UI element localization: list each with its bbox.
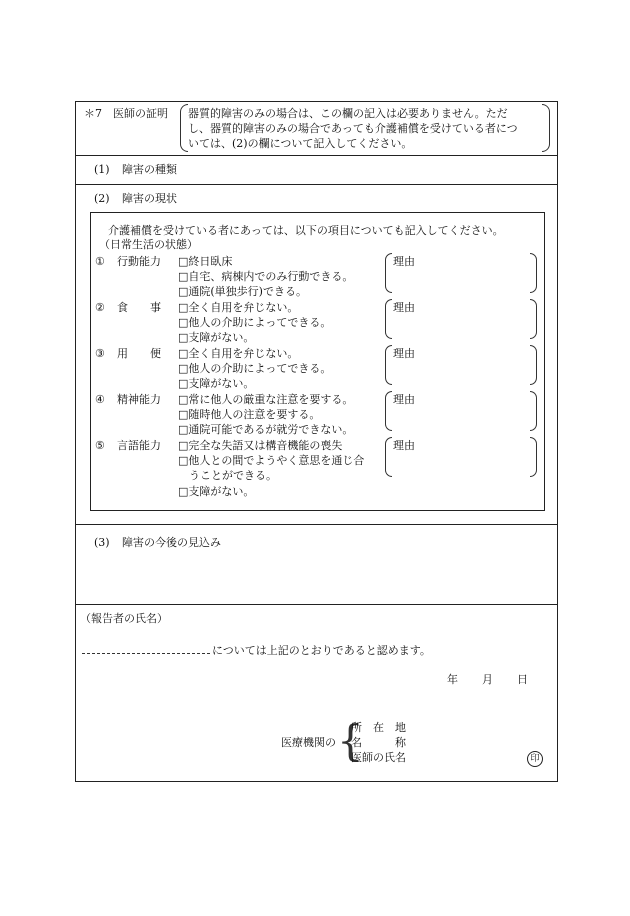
disability-status-number: (2) bbox=[94, 192, 110, 205]
item-number-2: ② bbox=[95, 301, 105, 314]
disability-type-number: (1) bbox=[94, 163, 110, 176]
reason-label-5: 理由 bbox=[393, 439, 415, 452]
checkbox-option[interactable]: □他人との間でようやく意思を通じ合 bbox=[178, 454, 365, 467]
disability-status-label: 障害の現状 bbox=[122, 192, 177, 205]
address-label: 所 在 地 bbox=[351, 721, 406, 734]
item-number-4: ④ bbox=[95, 393, 105, 406]
reason-label-1: 理由 bbox=[393, 255, 415, 268]
option-continuation: うことができる。 bbox=[189, 469, 277, 482]
checkbox-option[interactable]: □自宅、病棟内でのみ行動できる。 bbox=[178, 270, 354, 283]
divider-3 bbox=[75, 524, 558, 525]
checkbox-option[interactable]: □通院(単独歩行)できる。 bbox=[178, 285, 307, 298]
checkbox-option[interactable]: □全く自用を弁じない。 bbox=[178, 347, 299, 360]
reason-left-bracket bbox=[385, 391, 392, 431]
item-number-5: ⑤ bbox=[95, 439, 105, 452]
checkbox-option[interactable]: □支障がない。 bbox=[178, 331, 255, 344]
status-intro: 介護補償を受けている者にあっては、以下の項目についても記入してください。 bbox=[108, 224, 504, 237]
checkbox-option[interactable]: □他人の介助によってできる。 bbox=[178, 362, 332, 375]
certify-text: については上記のとおりであると認めます。 bbox=[212, 644, 431, 657]
reason-right-bracket bbox=[530, 437, 537, 477]
checkbox-option[interactable]: □支障がない。 bbox=[178, 485, 255, 498]
checkbox-option[interactable]: □常に他人の厳重な注意を要する。 bbox=[178, 393, 354, 406]
reason-left-bracket bbox=[385, 437, 392, 477]
reason-left-bracket bbox=[385, 345, 392, 385]
prognosis-number: (3) bbox=[94, 536, 110, 549]
item-label-1: 行動能力 bbox=[117, 255, 161, 268]
institution-label: 医療機関の bbox=[281, 736, 336, 749]
reason-right-bracket bbox=[530, 253, 537, 293]
status-subhead: （日常生活の状態） bbox=[99, 238, 198, 251]
reason-left-bracket bbox=[385, 253, 392, 293]
prognosis-label: 障害の今後の見込み bbox=[122, 536, 221, 549]
reason-right-bracket bbox=[530, 391, 537, 431]
note-left-bracket bbox=[180, 104, 188, 152]
note-line-2: し、器質的障害のみの場合であっても介護補償を受けている者につ bbox=[188, 122, 518, 135]
item-label-4: 精神能力 bbox=[117, 393, 161, 406]
checkbox-option[interactable]: □通院可能であるが就労できない。 bbox=[178, 423, 354, 436]
checkbox-option[interactable]: □随時他人の注意を要する。 bbox=[178, 408, 321, 421]
item-label-5: 言語能力 bbox=[117, 439, 161, 452]
reason-right-bracket bbox=[530, 299, 537, 339]
reason-label-3: 理由 bbox=[393, 347, 415, 360]
reason-left-bracket bbox=[385, 299, 392, 339]
reason-label-2: 理由 bbox=[393, 301, 415, 314]
checkbox-option[interactable]: □終日臥床 bbox=[178, 255, 233, 268]
checkbox-option[interactable]: □完全な失語又は構音機能の喪失 bbox=[178, 439, 343, 452]
institution-brace: { bbox=[337, 716, 364, 765]
date-day: 日 bbox=[517, 673, 528, 686]
disability-type-label: 障害の種類 bbox=[122, 163, 177, 176]
name-label: 名 称 bbox=[351, 736, 406, 749]
date-year: 年 bbox=[447, 673, 458, 686]
reason-label-4: 理由 bbox=[393, 393, 415, 406]
item-label-3: 用 便 bbox=[117, 347, 161, 360]
reason-right-bracket bbox=[530, 345, 537, 385]
divider-2 bbox=[75, 184, 558, 185]
doctor-label: 医師の氏名 bbox=[351, 751, 406, 764]
reporter-name-field[interactable] bbox=[82, 653, 210, 654]
item-number-3: ③ bbox=[95, 347, 105, 360]
date-month: 月 bbox=[482, 673, 493, 686]
checkbox-option[interactable]: □支障がない。 bbox=[178, 377, 255, 390]
divider-4 bbox=[75, 604, 558, 605]
note-line-1: 器質的障害のみの場合は、この欄の記入は必要ありません。ただ bbox=[188, 107, 508, 120]
item-label-2: 食 事 bbox=[117, 301, 161, 314]
reporter-label: （報告者の氏名） bbox=[80, 612, 168, 625]
note-line-3: いては、(2)の欄について記入してください。 bbox=[188, 137, 413, 150]
seal-mark: 印 bbox=[527, 751, 543, 767]
item-number-1: ① bbox=[95, 255, 105, 268]
divider-1 bbox=[75, 155, 558, 156]
checkbox-option[interactable]: □全く自用を弁じない。 bbox=[178, 301, 299, 314]
section7-label: ＊7 医師の証明 bbox=[84, 107, 168, 120]
checkbox-option[interactable]: □他人の介助によってできる。 bbox=[178, 316, 332, 329]
note-right-bracket bbox=[542, 104, 550, 152]
